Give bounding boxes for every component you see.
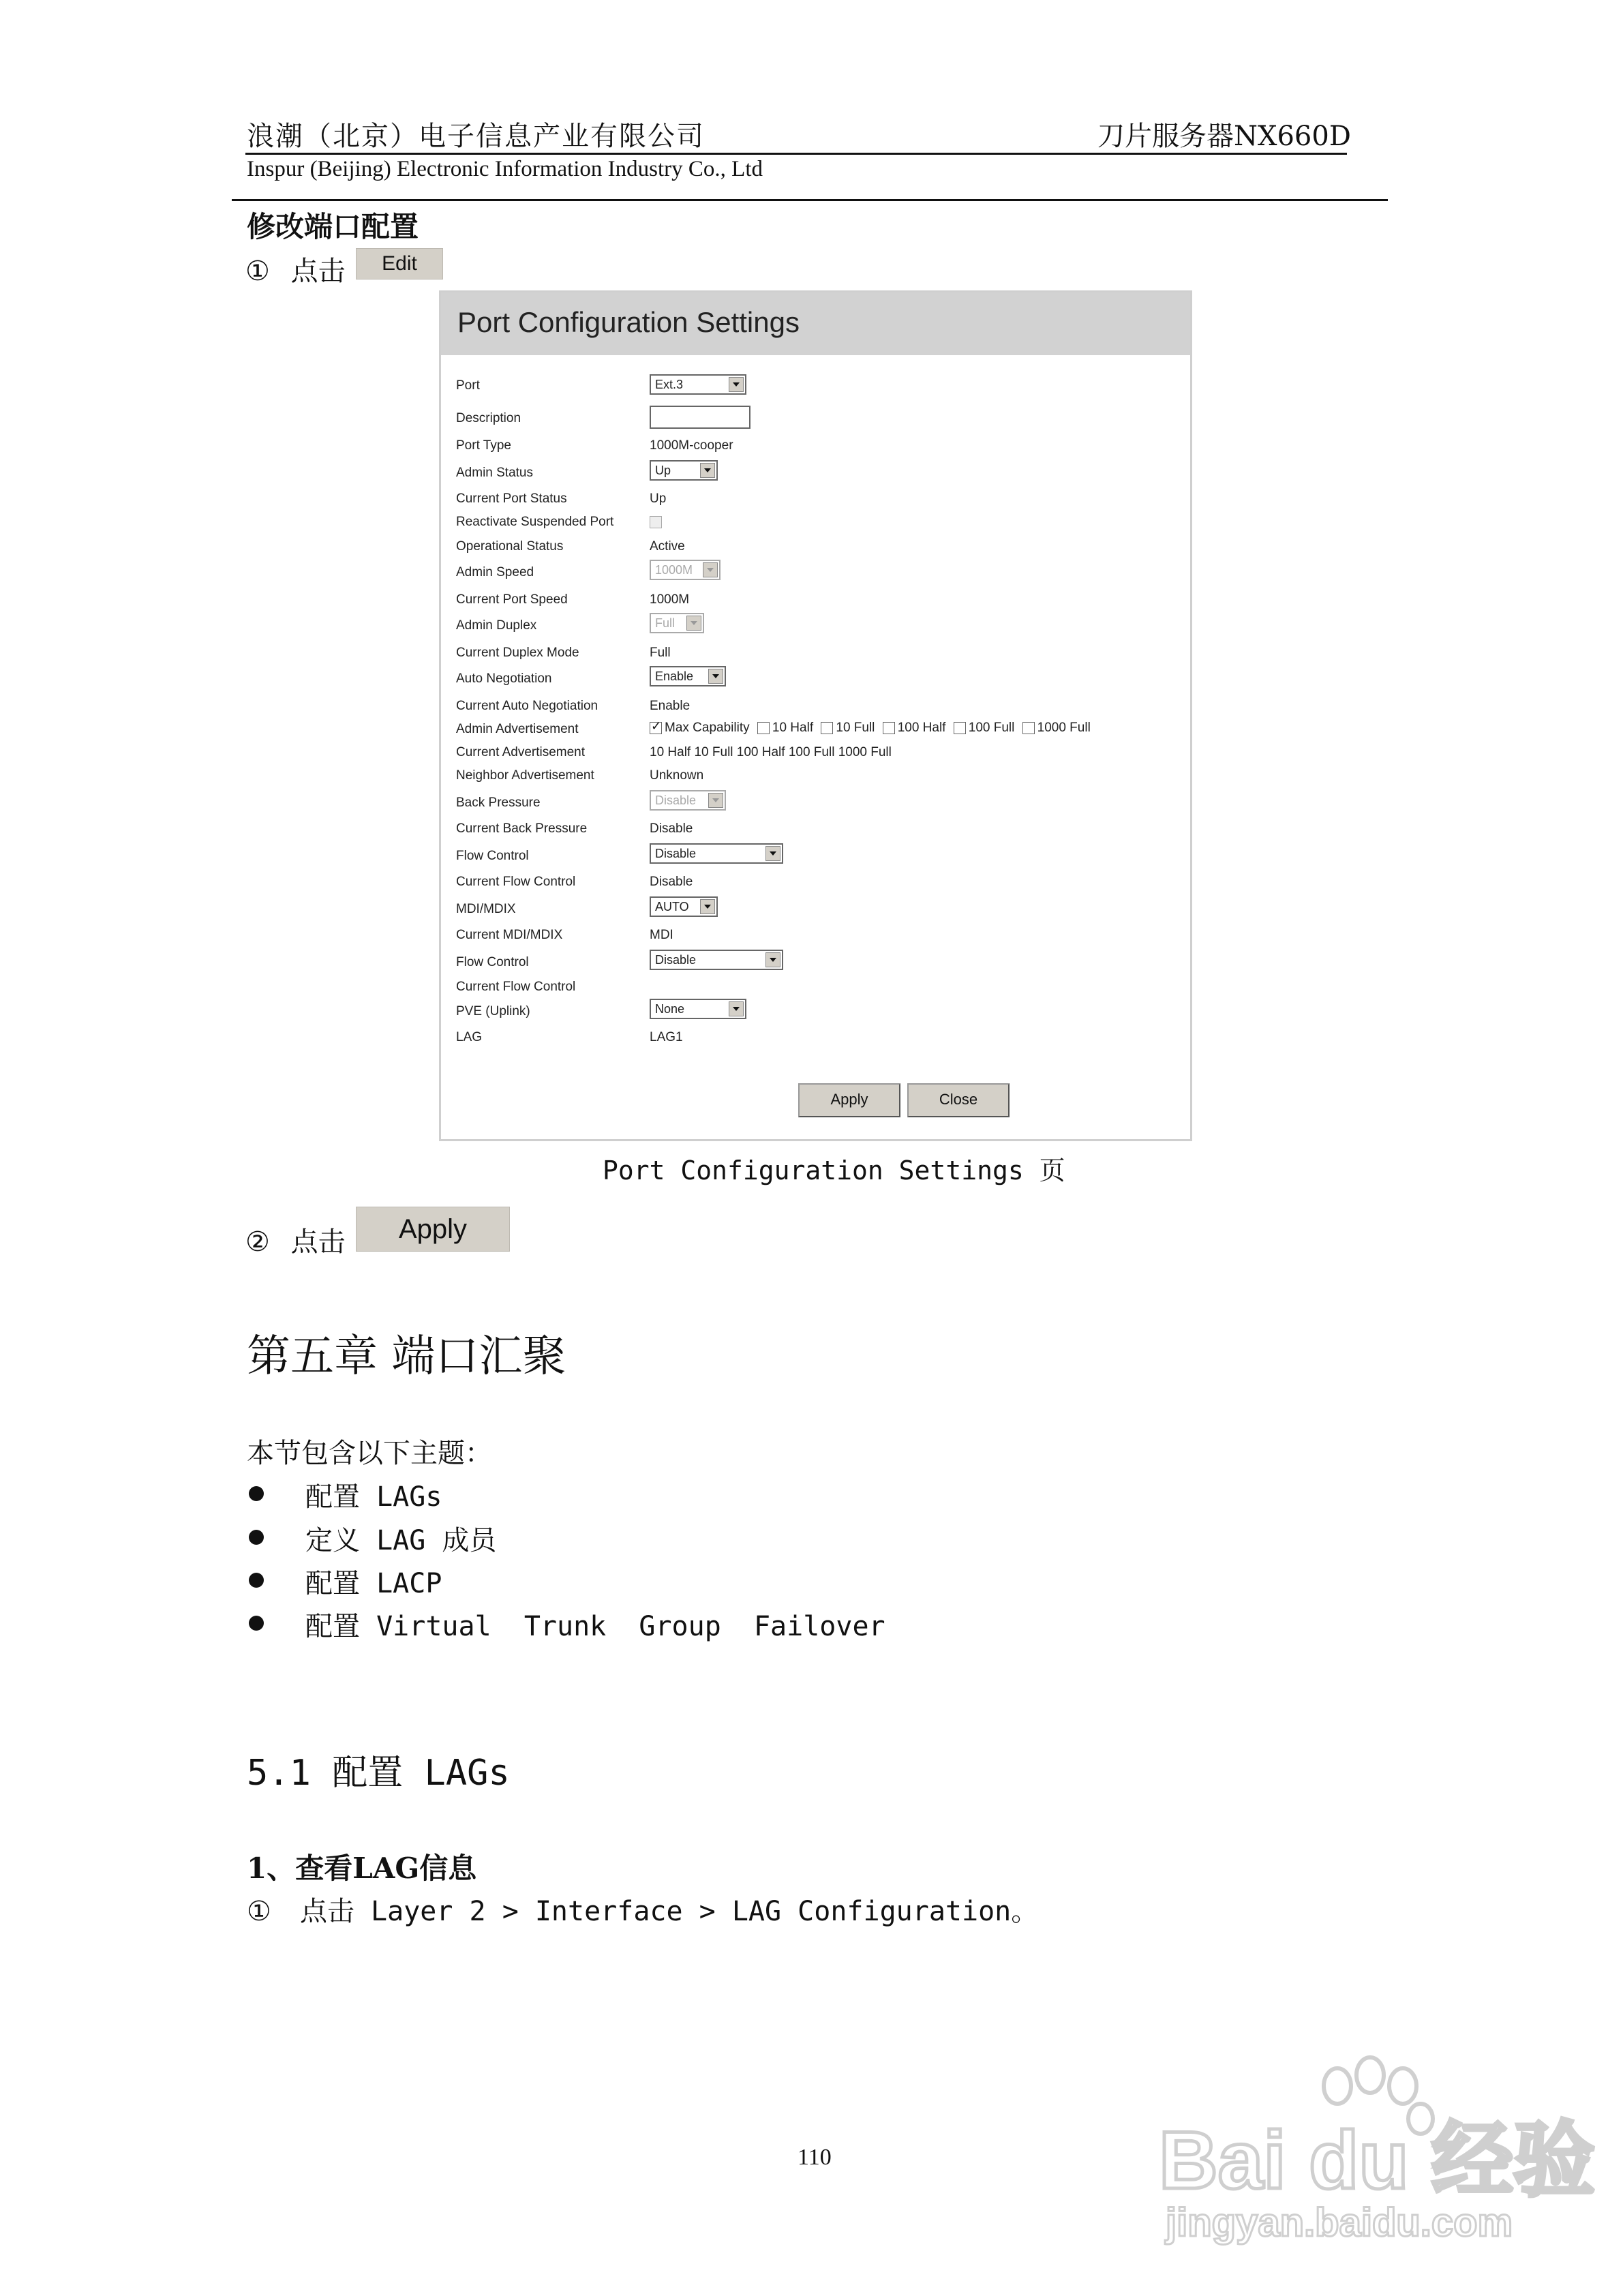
topic-item: 定义 LAG 成员 <box>305 1525 497 1556</box>
step-1 <box>245 250 346 288</box>
chevron-down-icon <box>708 669 723 684</box>
adv-10-half-label: 10 Half <box>772 721 814 735</box>
auto-negotiation-select[interactable] <box>650 666 726 686</box>
current-port-status-value: Up <box>650 492 667 506</box>
admin-advertisement-label: Admin Advertisement <box>456 722 579 736</box>
admin-speed-label: Admin Speed <box>456 565 534 579</box>
lag-label: LAG <box>456 1030 483 1044</box>
reactivate-checkbox[interactable] <box>650 515 665 530</box>
header-company-en: Inspur (Beijing) Electronic Information Industry Co., Ltd <box>247 157 763 181</box>
neighbor-advertisement-label: Neighbor Advertisement <box>456 768 594 783</box>
admin-duplex-select[interactable] <box>650 613 704 633</box>
port-select-value: Ext.3 <box>655 378 684 391</box>
pve-value: None <box>655 1002 685 1016</box>
adv-1000-full[interactable] <box>1022 721 1091 736</box>
watermark-url: jingyan.baidu.com <box>1166 2201 1513 2245</box>
checkbox-icon <box>954 722 966 734</box>
back-pressure-label: Back Pressure <box>456 796 541 810</box>
edit-button-image: Edit <box>356 248 443 280</box>
current-flow-control-label: Current Flow Control <box>456 875 576 889</box>
header-rule-bottom <box>232 199 1388 201</box>
adv-1000-full-label: 1000 Full <box>1037 721 1091 735</box>
step-2-text: 点击 <box>290 1226 346 1258</box>
section-title: 修改端口配置 <box>247 210 419 243</box>
checkbox-checked-icon <box>650 722 662 734</box>
step-layer2 <box>247 1890 1038 1929</box>
mdi-value: AUTO <box>655 900 689 913</box>
topic-item: 配置 LACP <box>305 1568 442 1599</box>
chevron-down-icon <box>686 616 701 631</box>
port-label: Port <box>456 378 480 393</box>
admin-duplex-label: Admin Duplex <box>456 618 537 633</box>
admin-status-label: Admin Status <box>456 466 533 480</box>
current-port-speed-value: 1000M <box>650 592 690 607</box>
page-number: 110 <box>798 2145 832 2170</box>
operational-status-value: Active <box>650 539 685 554</box>
adv-10-half[interactable] <box>757 721 813 736</box>
checkbox-icon <box>757 722 770 734</box>
bullet-icon <box>249 1486 264 1501</box>
header-product: 刀片服务器NX660D <box>1097 121 1351 152</box>
operational-status-label: Operational Status <box>456 539 564 554</box>
checkbox-icon <box>650 516 662 528</box>
flow-control-2-select[interactable] <box>650 950 783 970</box>
step-1-text: 点击 <box>290 256 346 287</box>
chevron-down-icon <box>700 899 715 914</box>
auto-negotiation-label: Auto Negotiation <box>456 671 552 686</box>
step-1-number: ① <box>245 256 270 287</box>
bullet-icon <box>249 1573 264 1588</box>
figure-caption: Port Configuration Settings 页 <box>603 1155 1065 1185</box>
description-label: Description <box>456 411 521 425</box>
checkbox-icon <box>883 722 895 734</box>
adv-100-half[interactable] <box>883 721 946 736</box>
admin-speed-select[interactable] <box>650 560 721 580</box>
current-port-status-label: Current Port Status <box>456 492 567 506</box>
step-2-number: ② <box>245 1226 270 1258</box>
chevron-down-icon <box>700 463 715 478</box>
dialog-close-button[interactable]: Close <box>907 1083 1010 1117</box>
section-5-1-title: 5.1 配置 LAGs <box>247 1753 510 1794</box>
port-configuration-dialog <box>439 290 1192 1141</box>
current-duplex-value: Full <box>650 646 671 660</box>
current-advertisement-label: Current Advertisement <box>456 745 586 759</box>
port-select[interactable] <box>650 374 746 395</box>
current-auto-negotiation-value: Enable <box>650 699 691 713</box>
chevron-down-icon <box>729 377 744 392</box>
neighbor-advertisement-value: Unknown <box>650 768 704 783</box>
flow-control-select[interactable] <box>650 843 783 864</box>
adv-100-half-label: 100 Half <box>897 721 946 735</box>
step-number: ① <box>247 1896 271 1927</box>
dialog-apply-button[interactable]: Apply <box>798 1083 900 1117</box>
flow-control-2-value: Disable <box>655 953 697 967</box>
topic-item: 配置 LAGs <box>305 1481 442 1513</box>
pve-label: PVE (Uplink) <box>456 1004 530 1018</box>
admin-advertisement-options <box>650 721 1095 736</box>
current-port-speed-label: Current Port Speed <box>456 592 568 607</box>
chapter-title: 第五章 端口汇聚 <box>247 1331 566 1382</box>
port-type-value: 1000M-cooper <box>650 438 733 453</box>
description-input[interactable] <box>650 406 750 429</box>
admin-speed-value: 1000M <box>655 563 693 577</box>
flow-control-value: Disable <box>655 847 697 860</box>
current-mdi-value: MDI <box>650 928 673 942</box>
port-type-label: Port Type <box>456 438 511 453</box>
bullet-icon <box>249 1530 264 1545</box>
auto-negotiation-value: Enable <box>655 669 694 683</box>
chapter-intro: 本节包含以下主题： <box>247 1438 492 1469</box>
subsection-title: 1、查看LAG信息 <box>247 1852 477 1885</box>
adv-max-capability[interactable] <box>650 721 750 736</box>
current-flow-control-value: Disable <box>650 875 693 889</box>
adv-100-full[interactable] <box>954 721 1015 736</box>
adv-100-full-label: 100 Full <box>968 721 1015 735</box>
current-mdi-label: Current MDI/MDIX <box>456 928 563 942</box>
chevron-down-icon <box>765 846 780 861</box>
step-2 <box>245 1220 346 1259</box>
admin-status-value: Up <box>655 464 671 477</box>
current-back-pressure-label: Current Back Pressure <box>456 821 588 836</box>
dialog-title: Port Configuration Settings <box>457 306 800 338</box>
admin-status-select[interactable] <box>650 460 718 481</box>
checkbox-icon <box>821 722 833 734</box>
chevron-down-icon <box>729 1001 744 1016</box>
adv-max-label: Max Capability <box>665 721 750 735</box>
back-pressure-value: Disable <box>655 794 697 807</box>
mdi-select[interactable] <box>650 896 718 917</box>
back-pressure-select[interactable] <box>650 790 726 811</box>
flow-control-2-label: Flow Control <box>456 955 529 969</box>
baidu-jingyan-watermark <box>1159 2045 1596 2250</box>
pve-select[interactable] <box>650 999 746 1019</box>
flow-control-label: Flow Control <box>456 849 529 863</box>
chevron-down-icon <box>708 793 723 808</box>
admin-duplex-value: Full <box>655 616 676 630</box>
checkbox-icon <box>1022 722 1035 734</box>
mdi-label: MDI/MDIX <box>456 902 516 916</box>
current-auto-negotiation-label: Current Auto Negotiation <box>456 699 598 713</box>
adv-10-full[interactable] <box>821 721 875 736</box>
watermark-brand: Bai du 经验 <box>1159 2115 1596 2206</box>
current-back-pressure-value: Disable <box>650 821 693 836</box>
current-duplex-label: Current Duplex Mode <box>456 646 579 660</box>
topic-item: 配置 Virtual Trunk Group Failover <box>305 1611 885 1642</box>
adv-10-full-label: 10 Full <box>836 721 875 735</box>
current-flow-control-2-label: Current Flow Control <box>456 980 576 994</box>
chevron-down-icon <box>703 562 718 577</box>
header-company-cn: 浪潮（北京）电子信息产业有限公司 <box>247 121 705 152</box>
bullet-icon <box>249 1616 264 1631</box>
apply-button-image: Apply <box>356 1207 510 1252</box>
dialog-title-bar <box>441 292 1190 355</box>
current-advertisement-value: 10 Half 10 Full 100 Half 100 Full 1000 Full <box>650 745 892 759</box>
lag-value: LAG1 <box>650 1030 683 1044</box>
header-rule <box>245 153 1347 155</box>
reactivate-label: Reactivate Suspended Port <box>456 515 614 529</box>
chevron-down-icon <box>765 952 780 967</box>
step-text: 点击 Layer 2 > Interface > LAG Configuration。 <box>299 1896 1039 1927</box>
